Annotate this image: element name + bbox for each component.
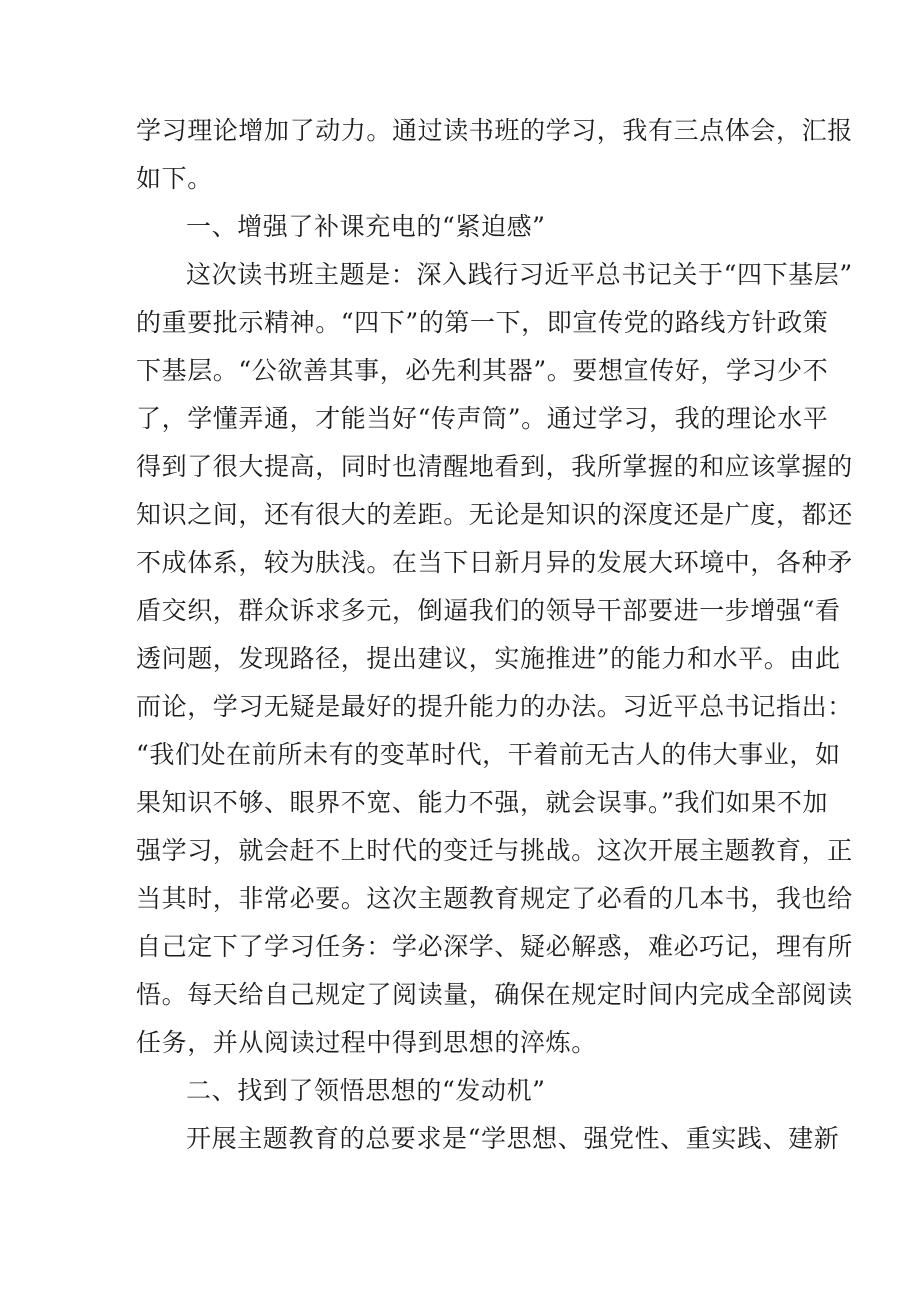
section-heading: 一、增强了补课充电的“紧迫感” xyxy=(186,212,546,241)
text-line: 而论，学习无疑是最好的提升能力的办法。习近平总书记指出： xyxy=(136,692,853,721)
section-heading: 二、找到了领悟思想的“发动机” xyxy=(186,1076,546,1105)
text-line: 透问题，发现路径，提出建议，实施推进”的能力和水平。由此 xyxy=(136,644,841,673)
text-line: 得到了很大提高，同时也清醒地看到，我所掌握的和应该掌握的 xyxy=(136,452,853,481)
text-line: 任务，并从阅读过程中得到思想的淬炼。 xyxy=(136,1028,597,1057)
text-line: 当其时，非常必要。这次主题教育规定了必看的几本书，我也给 xyxy=(136,884,853,913)
text-line: 悟。每天给自己规定了阅读量，确保在规定时间内完成全部阅读 xyxy=(136,980,853,1009)
text-line: 这次读书班主题是：深入践行习近平总书记关于“四下基层” xyxy=(186,260,853,289)
text-line: 盾交织，群众诉求多元，倒逼我们的领导干部要进一步增强“看 xyxy=(136,596,841,625)
text-line: 知识之间，还有很大的差距。无论是知识的深度还是广度，都还 xyxy=(136,500,853,529)
text-line: 不成体系，较为肤浅。在当下日新月异的发展大环境中，各种矛 xyxy=(136,548,853,577)
text-line: 开展主题教育的总要求是“学思想、强党性、重实践、建新 xyxy=(186,1124,840,1153)
text-line: 自己定下了学习任务：学必深学、疑必解惑，难必巧记，理有所 xyxy=(136,932,853,961)
text-line: 果知识不够、眼界不宽、能力不强，就会误事。”我们如果不加 xyxy=(136,788,829,817)
text-line: 如下。 xyxy=(136,164,213,193)
text-line: 下基层。“公欲善其事，必先利其器”。要想宣传好，学习少不 xyxy=(136,356,829,385)
text-line: 学习理论增加了动力。通过读书班的学习，我有三点体会，汇报 xyxy=(136,116,853,145)
text-line: 强学习，就会赶不上时代的变迁与挑战。这次开展主题教育，正 xyxy=(136,836,853,865)
text-line: “我们处在前所未有的变革时代，干着前无古人的伟大事业，如 xyxy=(136,740,841,769)
text-line: 了，学懂弄通，才能当好“传声筒”。通过学习，我的理论水平 xyxy=(136,404,829,433)
text-line: 的重要批示精神。“四下”的第一下，即宣传党的路线方针政策 xyxy=(136,308,829,337)
